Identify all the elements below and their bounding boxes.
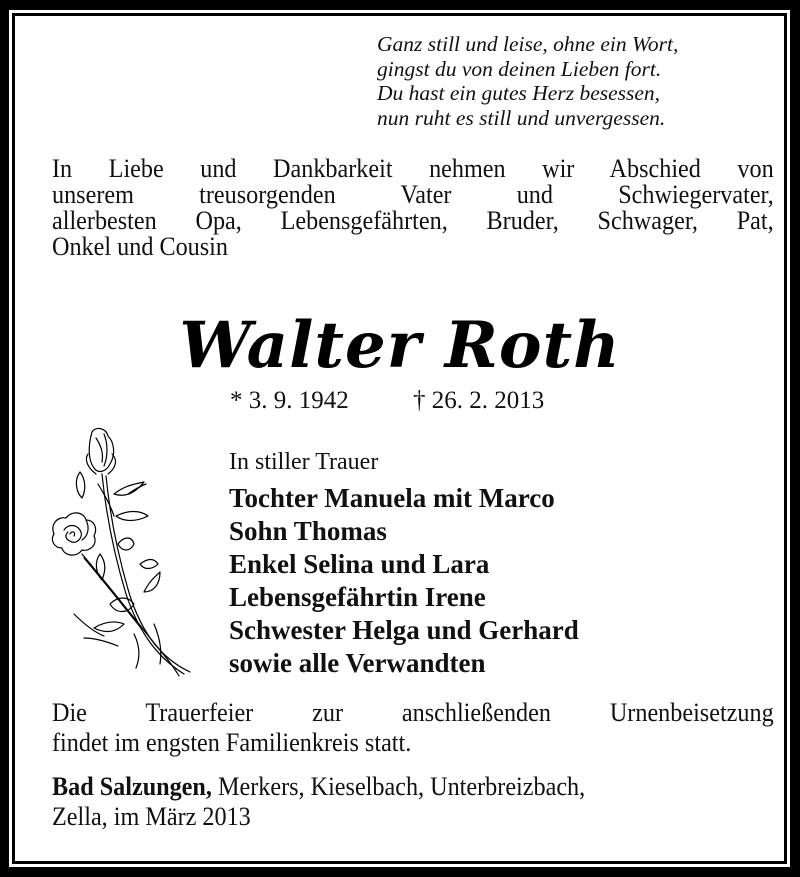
intro-line: unserem treusorgenden Vater und Schwiegervater, (52, 180, 774, 209)
mourner-entry: Sohn Thomas (229, 516, 387, 546)
funeral-line: Die Trauerfeier zur anschließenden Urnenbeisetzung (52, 698, 774, 727)
birth-date: * 3. 9. 1942 (230, 387, 349, 414)
verse-line: Ganz still und leise, ohne ein Wort, (377, 32, 679, 56)
mourner-entry: Tochter Manuela mit Marco (229, 483, 555, 513)
mourners-list (229, 482, 689, 680)
mourners-block (229, 448, 689, 680)
verse-line: nun ruht es still und unvergessen. (377, 105, 666, 130)
life-dates (230, 386, 544, 416)
death-date: † 26. 2. 2013 (413, 387, 545, 414)
funeral-notice (52, 698, 774, 758)
verse-poem (377, 32, 777, 130)
other-towns: Merkers, Kieselbach, Unterbreizbach, (211, 772, 586, 801)
verse-line: gingst du von deinen Lieben fort. (377, 56, 662, 81)
intro-line: allerbesten Opa, Lebensgefährten, Bruder, Schwager, Pat, (52, 206, 774, 235)
place-date-line: Zella, im März 2013 (52, 802, 251, 831)
intro-line: In Liebe und Dankbarkeit nehmen wir Abschied von (52, 154, 774, 183)
funeral-line: findet im engsten Familienkreis statt. (52, 728, 412, 757)
mourner-entry: Lebensgefährtin Irene (229, 582, 486, 612)
mourner-entry: sowie alle Verwandten (229, 648, 486, 678)
rose-illustration-icon (44, 424, 204, 680)
intro-line: Onkel und Cousin (52, 232, 228, 261)
deceased-name: Walter Roth (179, 308, 621, 383)
main-town: Bad Salzungen, (52, 772, 212, 801)
place-and-date (52, 772, 774, 832)
mourners-heading: In stiller Trauer (229, 449, 379, 475)
intro-paragraph (52, 156, 774, 260)
mourner-entry: Enkel Selina und Lara (229, 549, 490, 579)
mourner-entry: Schwester Helga und Gerhard (229, 615, 579, 645)
verse-line: Du hast ein gutes Herz besessen, (377, 81, 661, 105)
